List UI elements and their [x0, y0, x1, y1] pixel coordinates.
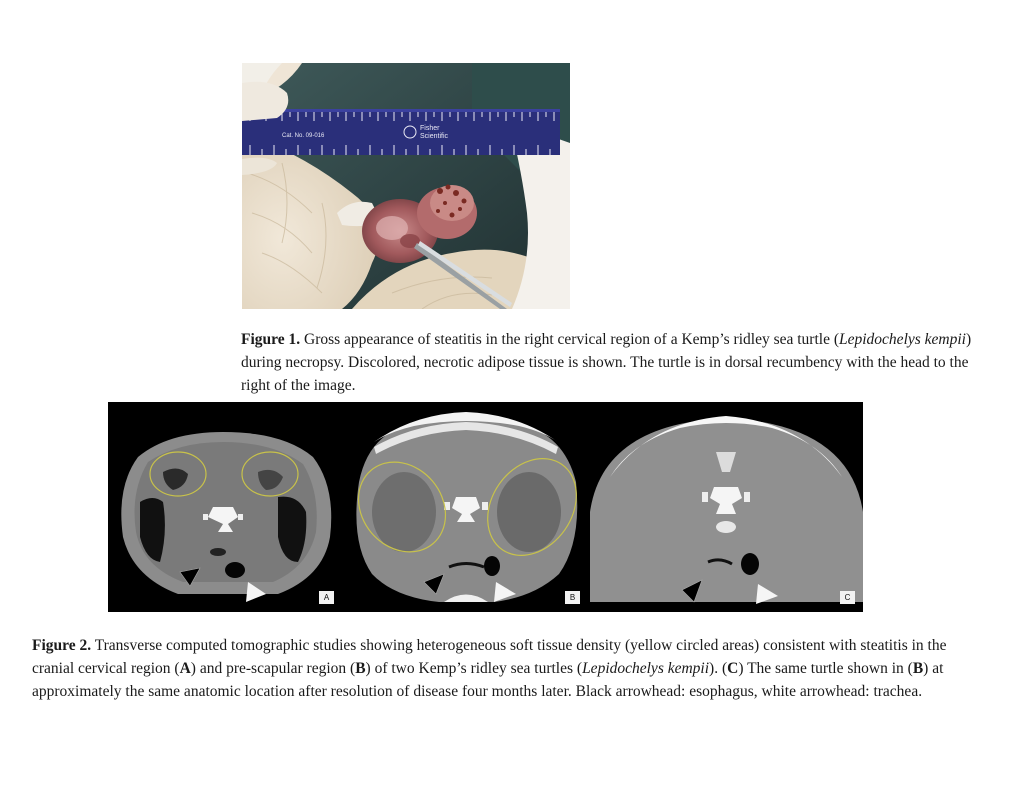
figure2-ref-c: C: [727, 660, 739, 677]
figure2-caption: [32, 634, 992, 703]
figure2-ref-b2: B: [912, 660, 924, 677]
figure2-caption-p2: ) and pre-scapular region (: [190, 660, 356, 677]
figure2-ref-b: B: [355, 660, 366, 677]
figure2-caption-species: Lepidochelys kempii: [582, 660, 710, 677]
panel-letter-c: C: [840, 591, 855, 604]
figure2-caption-p6: ). (: [709, 660, 728, 677]
ct-panel-b: [344, 402, 588, 612]
figure2-caption-p10: ) at approximately the same anatomic location after resolution of disease four months later. Black arrowhead: esophagus, white arrowhead: trachea.: [32, 660, 944, 700]
panel-letter-a: A: [319, 591, 334, 604]
figure1-caption-p0: Gross appearance of steatitis in the right cervical region of a Kemp’s ridley sea turtle (: [300, 331, 839, 348]
figure2-caption-p0: Transverse computed tomographic studies showing heterogeneous soft tissue density (yellow circled areas) consistent with steatitis in the cranial cervical region (: [32, 637, 947, 677]
figure1-caption-p2: ) during necropsy. Discolored, necrotic adipose tissue is shown. The turtle is in dorsal recumbency with the head to the right of the image.: [241, 331, 972, 394]
figure2-caption-p8: ) The same turtle shown in (: [738, 660, 913, 677]
figure2-ct-strip: [108, 402, 863, 612]
ct-panel-a: [108, 402, 342, 612]
figure1-caption: [241, 328, 991, 397]
ruler-catalog-text: Cat. No. 09-016: [282, 133, 325, 139]
ct-panel-c: [590, 402, 863, 612]
figure1-caption-species: Lepidochelys kempii: [839, 331, 966, 348]
figure2-caption-p4: ) of two Kemp’s ridley sea turtles (: [365, 660, 583, 677]
panel-letter-b: B: [565, 591, 580, 604]
figure1-label: Figure 1.: [241, 331, 301, 348]
figure2-ref-a: A: [179, 660, 191, 677]
ruler-brand-line2: Scientific: [420, 133, 449, 140]
ruler-brand-line1: Fisher: [420, 125, 440, 132]
figure1-photo: [242, 63, 570, 309]
figure2-label: Figure 2.: [32, 637, 92, 654]
